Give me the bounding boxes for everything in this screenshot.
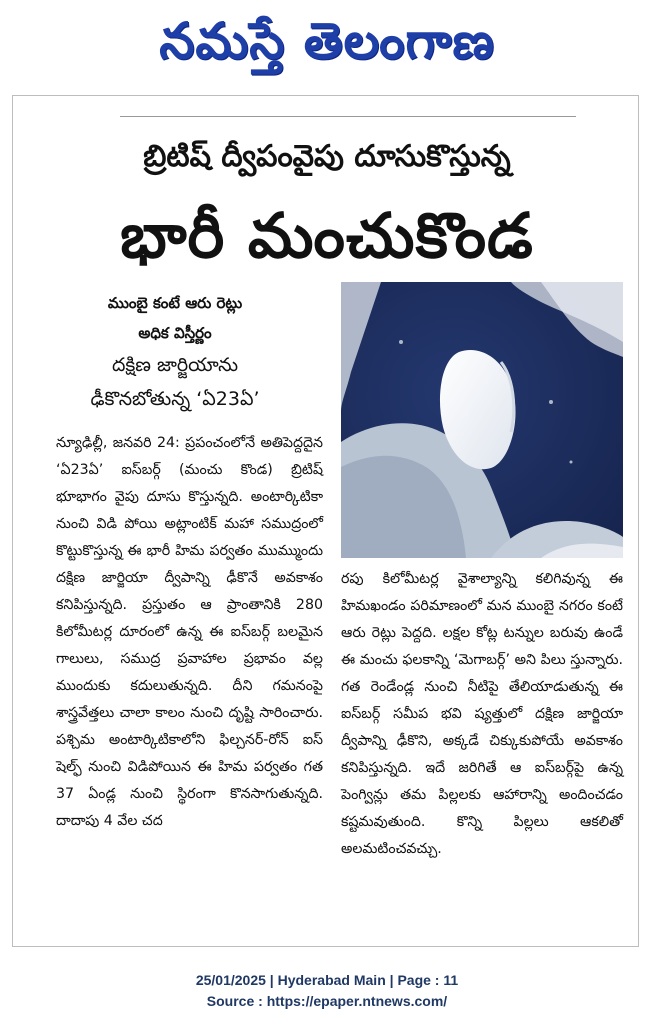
deck-line-2: అధిక విస్తీర్ణం	[138, 324, 212, 342]
article-body-right	[341, 566, 623, 863]
footer-date-edition: 25/01/2025 | Hyderabad Main | Page : 11	[195, 972, 459, 988]
article-body-left	[56, 430, 323, 835]
deck-line-4: ఢీకొనబోతున్న ‘ఏ23ఏ’	[90, 388, 260, 410]
article-headline: భారీ మంచుకొండ	[120, 199, 534, 272]
deck-line-1: ముంబై కంటే ఆరు రెట్లు	[107, 294, 243, 312]
page-footer	[0, 970, 654, 1012]
footer-source: Source : https://epaper.ntnews.com/	[206, 993, 448, 1009]
iceberg-satellite-photo	[341, 282, 623, 558]
deck-line-3: దక్షిణ జార్జియాను	[111, 354, 239, 376]
article-kicker: బ్రిటిష్ ద్వీపంవైపు దూసుకొస్తున్న	[143, 139, 511, 174]
article-deck	[30, 288, 320, 416]
masthead	[0, 6, 654, 76]
iceberg-satellite-image	[341, 282, 623, 558]
divider	[120, 116, 576, 117]
body-paragraph-left: న్యూఢిల్లీ, జనవరి 24: ప్రపంచంలోనే అతిపెద్దదైన ‘ఏ23ఏ’ ఐస్‌బర్గ్ (మంచు కొండ) బ్రిటిష్ భూభాగం వైపు దూసు కొస్తున్నది. అంటార్కిటికా నుంచి విడి పోయి అట్లాంటిక్ మహా సముద్రంలో కొట్టుకొస్తున్న ఈ భారీ హిమ పర్వతం ముమ్ముందు దక్షిణ జార్జియా ద్వీపాన్ని ఢీకొనే అవకాశం కనిపిస్తున్నది. ప్రస్తుతం ఆ ప్రాంతానికి 280 కిలోమీటర్ల దూరంలో ఉన్న ఈ ఐస్‌బర్గ్ బలమైన గాలులు, సముద్ర ప్రవాహాల ప్రభావం వల్ల ముందుకు కదులుతున్నది. దీని గమనంపై శాస్త్రవేత్తలు చాలా కాలం నుంచి దృష్టి సారించారు. పశ్చిమ అంటార్కిటికాలోని ఫిల్చనర్-రోన్ ఐస్ షెల్ఫ్ నుంచి విడిపోయిన ఈ హిమ పర్వతం గత 37 ఏండ్ల నుంచి స్థిరంగా కొనసాగుతున్నది. దాదాపు 4 వేల చద	[56, 435, 323, 829]
body-paragraph-right: రపు కిలోమీటర్ల వైశాల్యాన్ని కలిగివున్న ఈ హిమఖండం పరిమాణంలో మన ముంబై నగరం కంటే ఆరు రెట్లు పెద్దది. లక్షల కోట్ల టన్నుల బరువు ఉండే ఈ మంచు ఫలకాన్ని ‘మెగాబర్గ్’ అని పిలు స్తున్నారు. గత రెండేండ్ల నుంచి నీటిపై తేలియాడుతున్న ఈ ఐస్‌బర్గ్ సమీప భవి ష్యత్తులో దక్షిణ జార్జియా ద్వీపాన్ని ఢీకొని, అక్కడే చిక్కుకుపోయే అవకాశం కనిపిస్తున్నది. ఇదే జరిగితే ఆ ఐస్‌బర్గ్‌పై ఉన్న పెంగ్విన్లు తమ పిల్లలకు ఆహారాన్ని అందించడం కష్టమవుతుంది. కొన్ని పిల్లలు ఆకలితో అలమటించవచ్చు.	[341, 571, 623, 857]
masthead-title: నమస్తే తెలంగాణ	[159, 11, 495, 70]
